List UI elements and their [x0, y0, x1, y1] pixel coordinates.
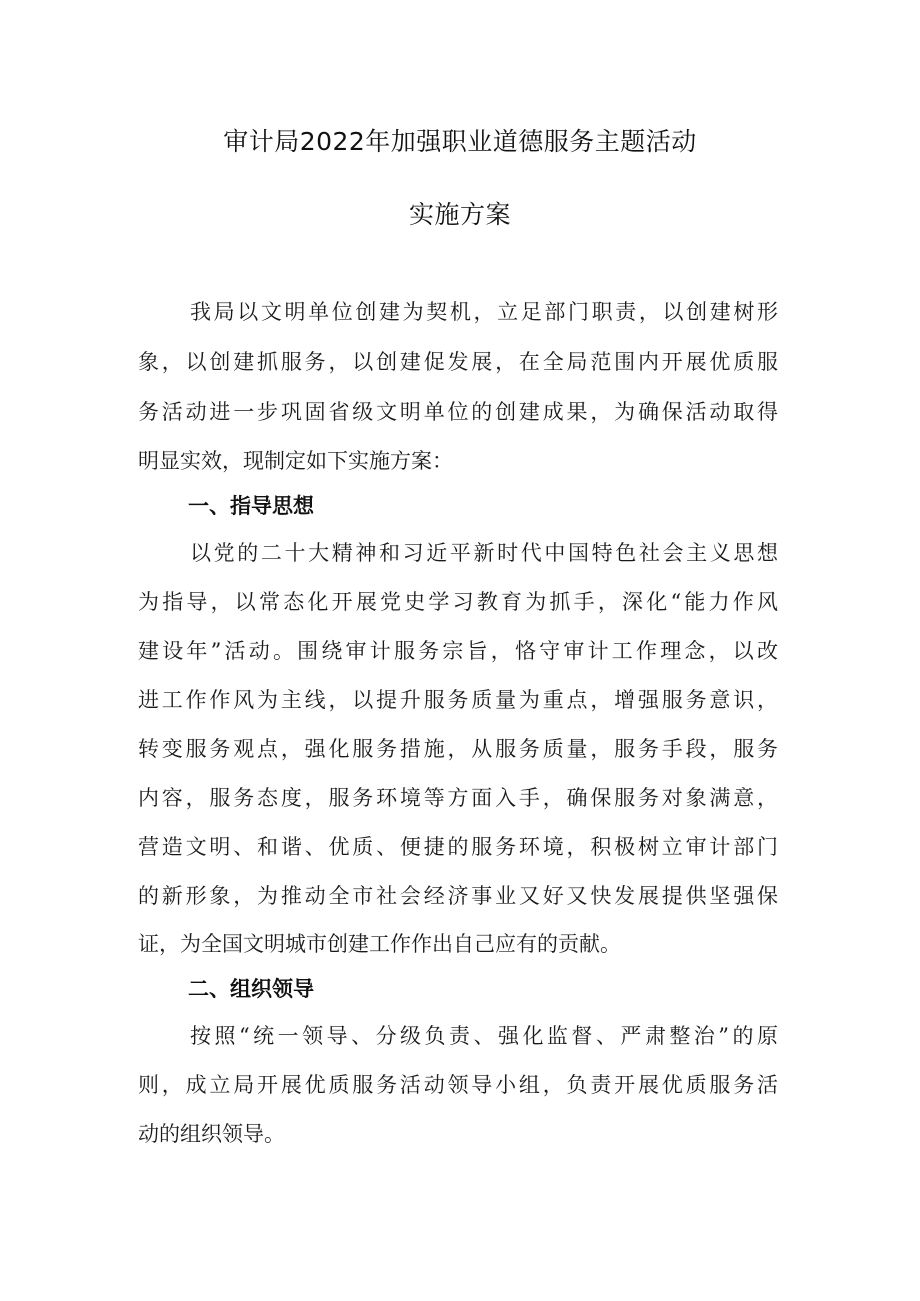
- section-2-line-2: 则，成立局开展优质服务活动领导小组，负责开展优质服务活: [138, 1073, 778, 1097]
- section-1-line-4: 进工作作风为主线，以提升服务质量为重点，增强服务意识，: [138, 688, 778, 712]
- section-1-line-2: 为指导，以常态化开展党史学习教育为抓手，深化“能力作风: [138, 590, 778, 614]
- section-1-line-3: 建设年”活动。围绕审计服务宗旨，恪守审计工作理念，以改: [138, 639, 778, 663]
- section-1-line-8: 的新形象，为推动全市社会经济事业又好又快发展提供坚强保: [138, 884, 778, 908]
- intro-line-4: 明显实效，现制定如下实施方案：: [138, 449, 453, 473]
- section-2-line-3: 动的组织领导。: [138, 1122, 285, 1146]
- section-2-heading: 二、组织领导: [188, 977, 314, 1001]
- section-1-line-6: 内容，服务态度，服务环境等方面入手，确保服务对象满意，: [138, 786, 778, 810]
- intro-line-3: 务活动进一步巩固省级文明单位的创建成果，为确保活动取得: [138, 400, 778, 424]
- section-1-line-7: 营造文明、和谐、优质、便捷的服务环境，积极树立审计部门: [138, 835, 778, 859]
- section-1-line-5: 转变服务观点，强化服务措施，从服务质量，服务手段，服务: [138, 737, 778, 761]
- document-title-line-1: 审计局2022年加强职业道德服务主题活动: [223, 127, 697, 156]
- intro-line-1: 我局以文明单位创建为契机，立足部门职责，以创建树形: [190, 300, 778, 324]
- document-title-line-2: 实施方案: [408, 200, 511, 229]
- section-1-line-9: 证，为全国文明城市创建工作作出自己应有的贡献。: [138, 932, 621, 956]
- section-1-heading: 一、指导思想: [188, 494, 314, 518]
- intro-line-2: 象，以创建抓服务，以创建促发展，在全局范围内开展优质服: [138, 350, 778, 374]
- section-1-line-1: 以党的二十大精神和习近平新时代中国特色社会主义思想: [190, 541, 778, 565]
- section-2-line-1: 按照“统一领导、分级负责、强化监督、严肃整治”的原: [190, 1024, 778, 1048]
